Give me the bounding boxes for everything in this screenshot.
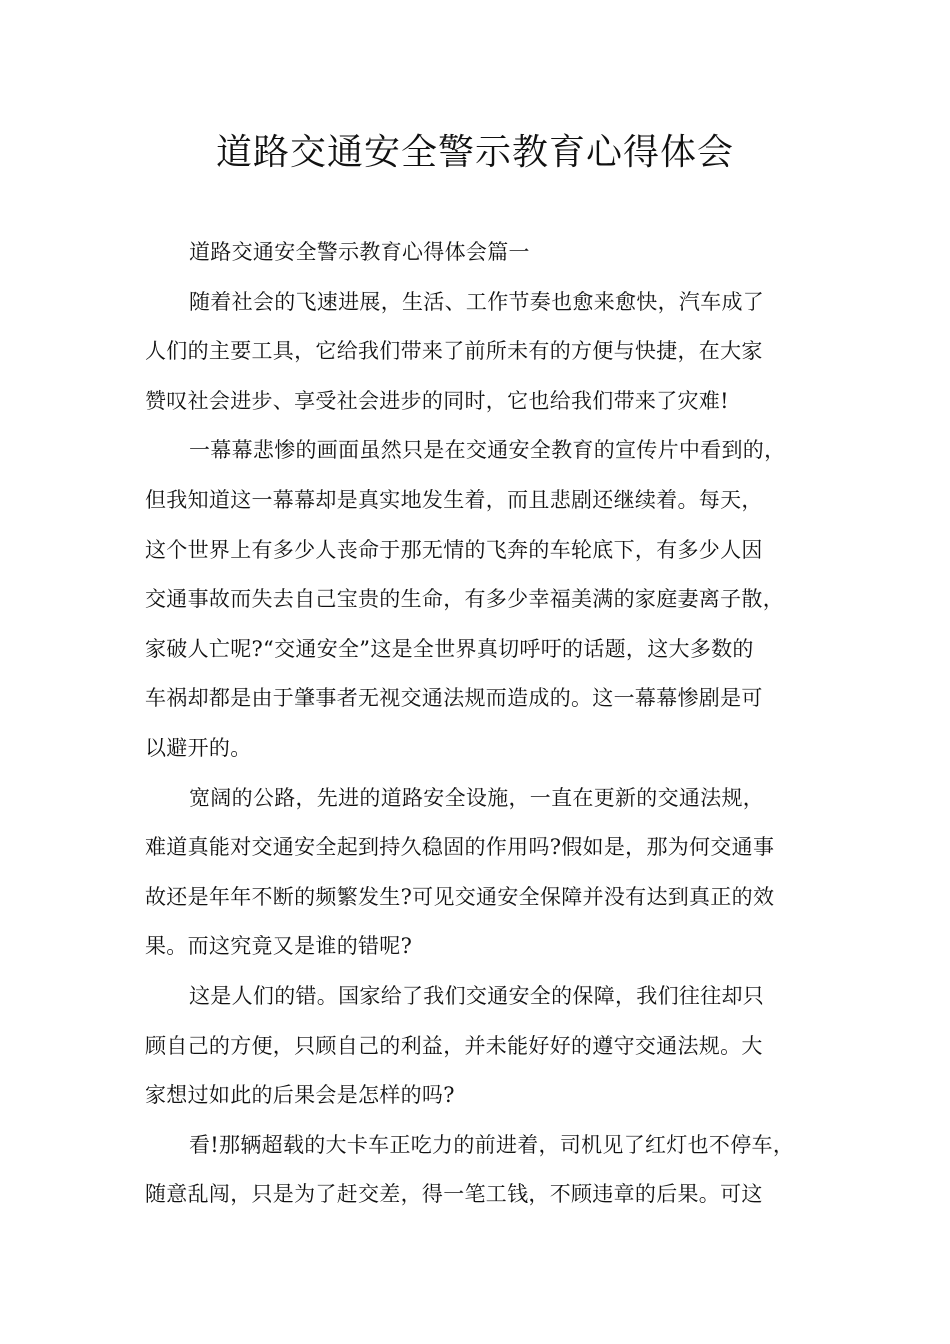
body-line: 随着社会的飞速进展，生活、工作节奏也愈来愈快，汽车成了 — [189, 289, 765, 314]
body-line: 难道真能对交通安全起到持久稳固的作用吗?假如是，那为何交通事 — [145, 835, 775, 860]
body-line: 家破人亡呢?“交通安全”这是全世界真切呼吁的话题，这大多数的 — [145, 636, 754, 661]
body-line: 家想过如此的后果会是怎样的吗? — [145, 1083, 455, 1108]
body-line: 赞叹社会进步、享受社会进步的同时，它也给我们带来了灾难! — [145, 388, 729, 413]
body-line: 顾自己的方便，只顾自己的利益，并未能好好的遵守交通法规。大 — [145, 1033, 763, 1058]
body-line: 道路交通安全警示教育心得体会篇一 — [189, 240, 530, 264]
body-line: 故还是年年不断的频繁发生?可见交通安全保障并没有达到真正的效 — [145, 884, 775, 909]
document-body — [145, 228, 835, 1220]
body-line: 一幕幕悲惨的画面虽然只是在交通安全教育的宣传片中看到的， — [189, 438, 786, 463]
body-line: 果。而这究竟又是谁的错呢? — [145, 934, 413, 959]
document-title: 道路交通安全警示教育心得体会 — [215, 132, 734, 173]
body-line: 看!那辆超载的大卡车正吃力的前进着，司机见了红灯也不停车， — [189, 1132, 795, 1157]
body-line: 车祸却都是由于肇事者无视交通法规而造成的。这一幕幕惨剧是可 — [145, 686, 763, 711]
body-line: 以避开的。 — [145, 735, 252, 760]
body-line: 交通事故而失去自己宝贵的生命，有多少幸福美满的家庭妻离子散， — [145, 587, 784, 612]
body-line: 这个世界上有多少人丧命于那无情的飞奔的车轮底下，有多少人因 — [145, 537, 763, 562]
body-line: 宽阔的公路，先进的道路安全设施，一直在更新的交通法规， — [189, 785, 765, 810]
body-line: 这是人们的错。国家给了我们交通安全的保障，我们往往却只 — [189, 983, 765, 1008]
body-line: 但我知道这一幕幕却是真实地发生着，而且悲剧还继续着。每天， — [145, 487, 763, 512]
body-line: 人们的主要工具，它给我们带来了前所未有的方便与快捷，在大家 — [145, 339, 763, 364]
body-line: 随意乱闯，只是为了赶交差，得一笔工钱，不顾违章的后果。可这 — [145, 1182, 763, 1207]
